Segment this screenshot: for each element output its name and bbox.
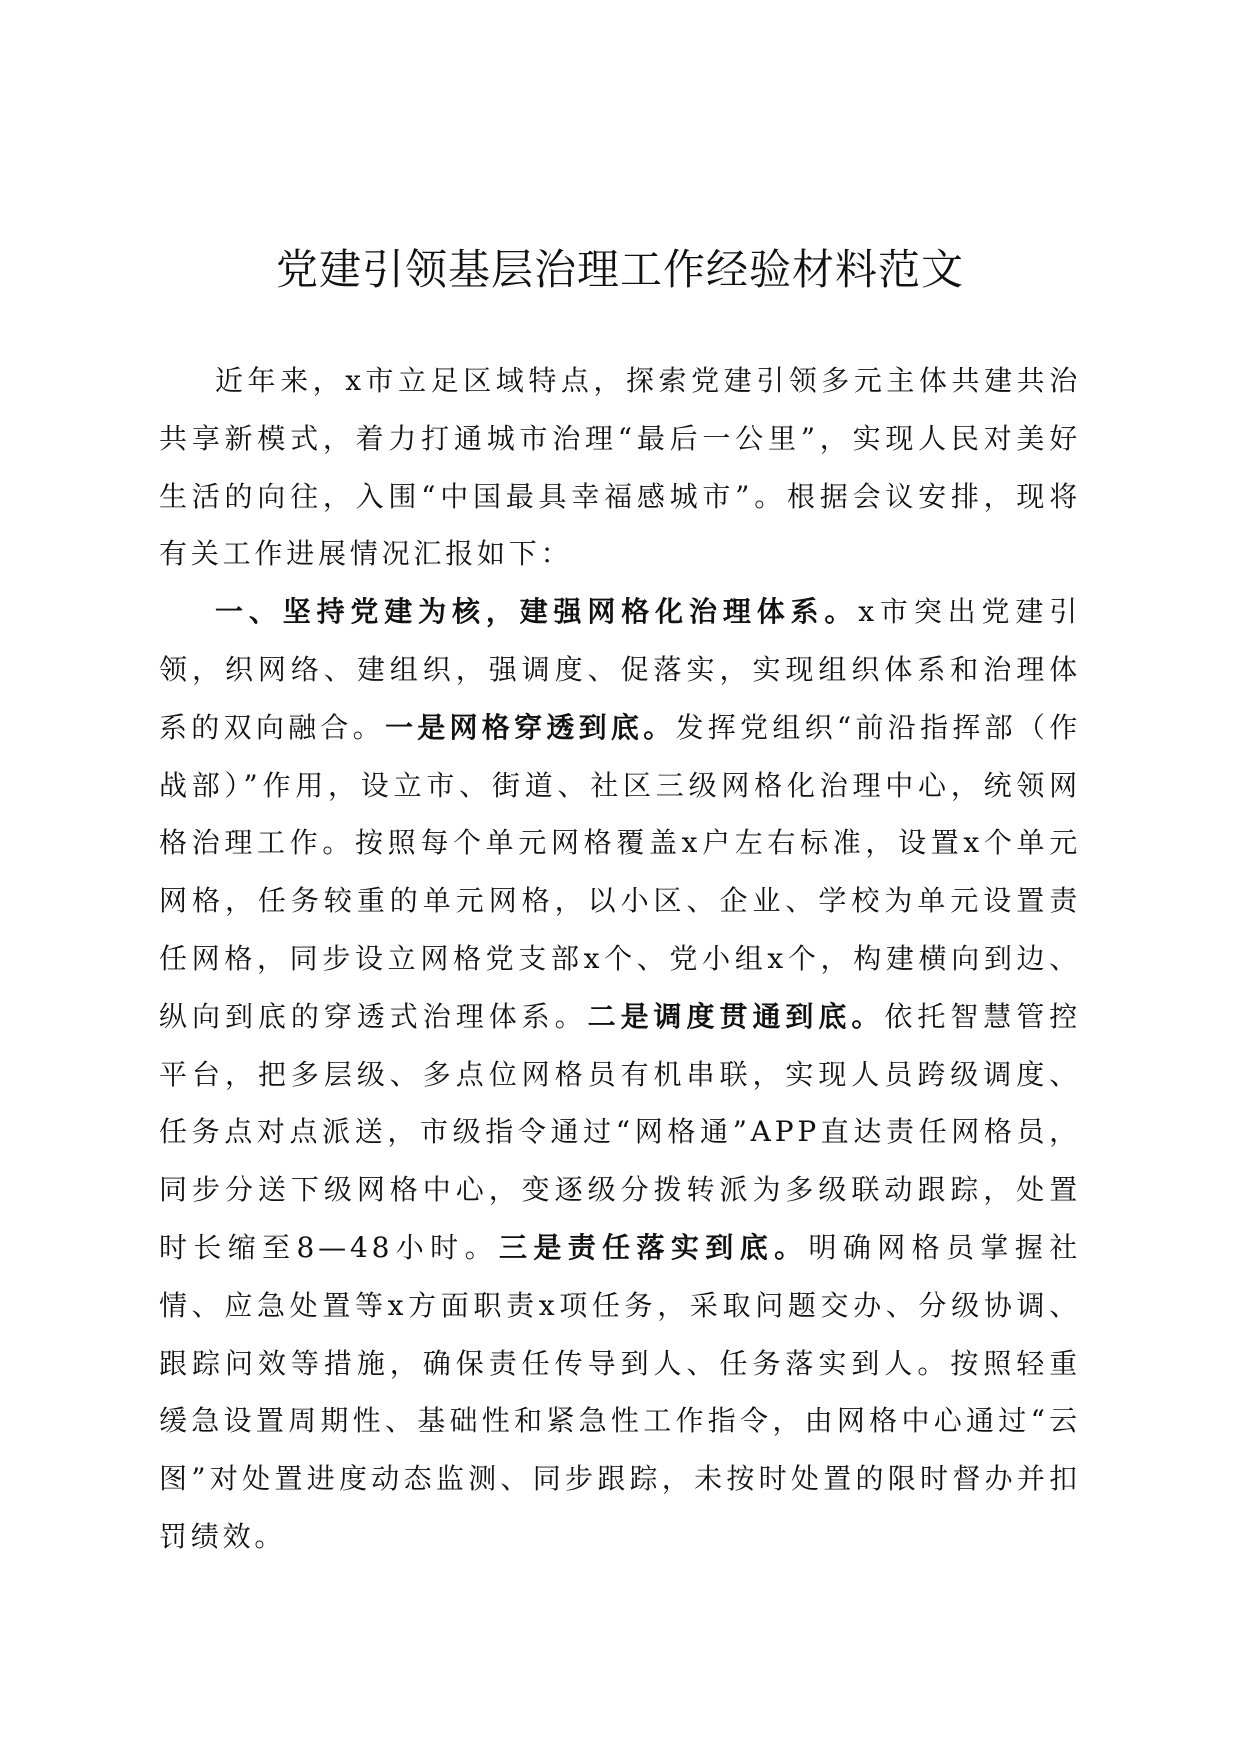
intro-paragraph: 近年来，x市立足区域特点，探索党建引领多元主体共建共治共享新模式，着力打通城市治理“最后一公里”，实现人民对美好生活的向往，入围“中国最具幸福感城市”。根据会议安排，现将有关工作进展情况汇报如下： (159, 364, 1081, 571)
section-1-paragraph (159, 583, 1081, 1566)
document-title: 党建引领基层治理工作经验材料范文 (275, 245, 964, 294)
section-1-heading: 一、坚持党建为核，建强网格化治理体系。 (215, 595, 859, 629)
point-1-text: 发挥党组织“前沿指挥部（作战部）”作用，设立市、街道、社区三级网格化治理中心，统领网格治理工作。按照每个单元网格覆盖x户左右标准，设置x个单元网格，任务较重的单元网格，以小区、企业、学校为单元设置责任网格，同步设立网格党支部x个、党小组x个，构建横向到边、纵向到底的穿透式治理体系。 (159, 710, 1081, 1033)
point-1-title: 一是网格穿透到底。 (384, 710, 676, 744)
point-2-title: 二是调度贯通到底。 (587, 999, 885, 1033)
point-3-title: 三是责任落实到底。 (498, 1230, 809, 1264)
document-body (159, 352, 1081, 1566)
point-3-text: 明确网格员掌握社情、应急处置等x方面职责x项任务，采取问题交办、分级协调、跟踪问效等措施，确保责任传导到人、任务落实到人。按照轻重缓急设置周期性、基础性和紧急性工作指令，由网格中心通过“云图”对处置进度动态监测、同步跟踪，未按时处置的限时督办并扣罚绩效。 (159, 1230, 1082, 1553)
section-1-lead: x市突出党建引领，织网络、建组织，强调度、促落实，实现组织体系和治理体系的双向融合。 (159, 595, 1081, 744)
point-2-text: 依托智慧管控平台，把多层级、多点位网格员有机串联，实现人员跨级调度、任务点对点派送，市级指令通过“网格通”APP直达责任网格员，同步分送下级网格中心，变逐级分拨转派为多级联动跟踪，处置时长缩至8—48小时。 (159, 999, 1081, 1264)
